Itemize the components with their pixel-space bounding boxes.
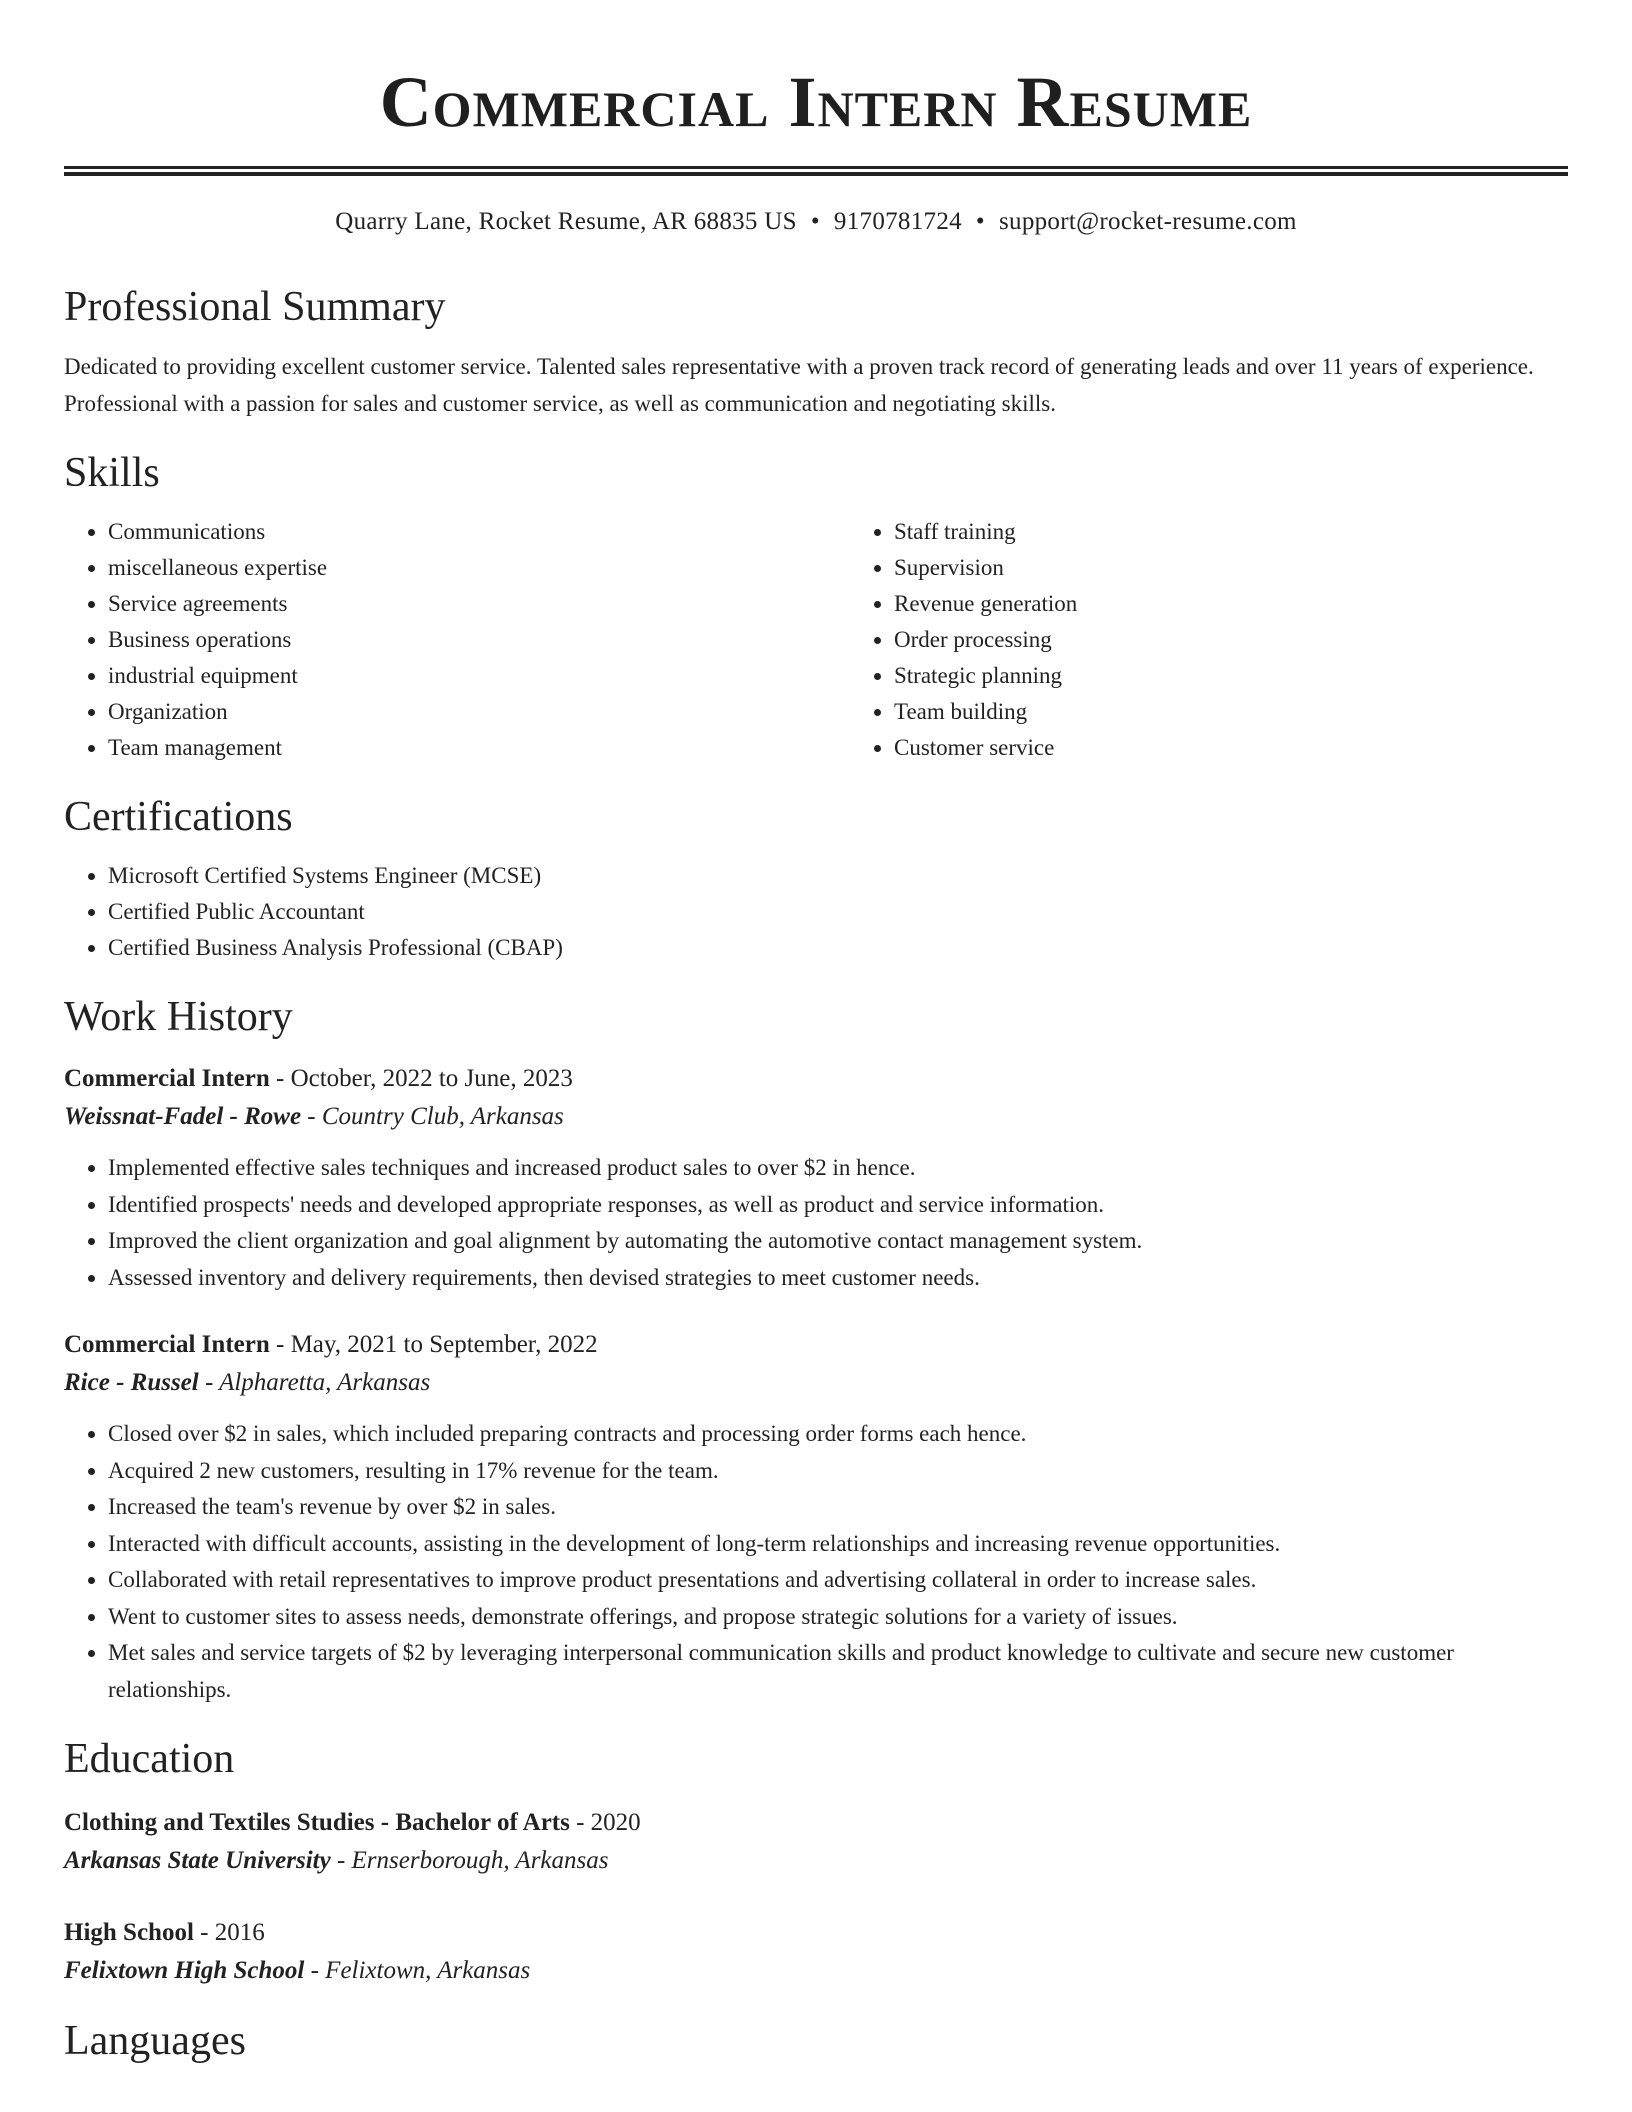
languages-heading: Languages	[64, 2018, 246, 2064]
education-degree-line	[64, 1804, 1568, 1842]
education-entry	[64, 1804, 1568, 1880]
job-bullet: • Closed over $2 in sales, which included preparing contracts and processing order forms each hence.	[108, 1416, 1568, 1453]
skill-item: • Communications	[108, 514, 850, 550]
job-title: Commercial Intern	[64, 1331, 270, 1358]
skill-item: • Service agreements	[108, 586, 850, 622]
skill-item: • miscellaneous expertise	[108, 550, 850, 586]
education-school-line	[64, 1842, 1568, 1880]
job-bullet: • Acquired 2 new customers, resulting in 17% revenue for the team.	[108, 1453, 1568, 1490]
job-bullet: • Assessed inventory and delivery requirements, then devised strategies to meet customer needs.	[108, 1260, 1568, 1297]
skill-item: • Strategic planning	[894, 658, 1632, 694]
education-location: - Ernserborough, Arkansas	[330, 1847, 609, 1874]
skills-columns	[64, 514, 1568, 766]
contact-email[interactable]: support@rocket-resume.com	[998, 208, 1297, 235]
certification-item: • Certified Business Analysis Professional (CBAP)	[108, 930, 1568, 966]
certifications-heading: Certifications	[64, 794, 293, 840]
skills-heading: Skills	[64, 450, 160, 496]
work-history-heading: Work History	[64, 994, 293, 1040]
education-year: - 2020	[569, 1809, 641, 1836]
job-title: Commercial Intern	[64, 1065, 270, 1092]
education-degree: High School	[64, 1919, 194, 1946]
job-company-line	[64, 1098, 1568, 1136]
job-bullet: • Interacted with difficult accounts, assisting in the development of long-term relationships and increasing revenue opportunities.	[108, 1526, 1568, 1563]
job-bullets	[64, 1150, 1568, 1296]
skills-left-list	[64, 514, 850, 766]
job-bullet: • Identified prospects' needs and developed appropriate responses, as well as product and service information.	[108, 1187, 1568, 1224]
skill-item: • Revenue generation	[894, 586, 1632, 622]
education-heading: Education	[64, 1736, 235, 1782]
job-company-line	[64, 1364, 1568, 1402]
job-company: Weissnat-Fadel - Rowe	[64, 1103, 302, 1130]
title-double-rule	[64, 166, 1568, 176]
certification-item: • Microsoft Certified Systems Engineer (MCSE)	[108, 858, 1568, 894]
job-bullet: • Improved the client organization and goal alignment by automating the automotive contact management system.	[108, 1223, 1568, 1260]
education-year: - 2016	[193, 1919, 265, 1946]
job-dates: - May, 2021 to September, 2022	[269, 1331, 598, 1358]
education-school: Arkansas State University	[64, 1847, 331, 1874]
job-location: - Country Club, Arkansas	[301, 1103, 564, 1130]
education-degree-line	[64, 1914, 1568, 1952]
contact-separator: •	[810, 208, 820, 235]
education-location: - Felixtown, Arkansas	[304, 1957, 531, 1984]
job-entry	[64, 1326, 1568, 1708]
job-bullet: • Went to customer sites to assess needs, demonstrate offerings, and propose strategic solutions for a variety of issues.	[108, 1599, 1568, 1636]
job-title-line	[64, 1060, 1568, 1098]
skill-item: • Organization	[108, 694, 850, 730]
job-bullets	[64, 1416, 1568, 1708]
certification-item: • Certified Public Accountant	[108, 894, 1568, 930]
contact-line	[64, 206, 1568, 238]
job-location: - Alpharetta, Arkansas	[198, 1369, 431, 1396]
job-entry	[64, 1060, 1568, 1296]
job-bullet: • Met sales and service targets of $2 by leveraging interpersonal communication skills and product knowledge to cultivate and secure new customer relationships.	[108, 1635, 1568, 1708]
certifications-list	[64, 858, 1568, 966]
job-dates: - October, 2022 to June, 2023	[269, 1065, 573, 1092]
job-bullet: • Increased the team's revenue by over $2 in sales.	[108, 1489, 1568, 1526]
job-bullet: • Implemented effective sales techniques and increased product sales to over $2 in hence.	[108, 1150, 1568, 1187]
education-degree: Clothing and Textiles Studies - Bachelor of Arts	[64, 1809, 570, 1836]
contact-address: Quarry Lane, Rocket Resume, AR 68835 US	[335, 208, 797, 235]
skill-item: • Order processing	[894, 622, 1632, 658]
skill-item: • Customer service	[894, 730, 1632, 766]
skill-item: • Team management	[108, 730, 850, 766]
skill-item: • Team building	[894, 694, 1632, 730]
education-entry	[64, 1914, 1568, 1990]
contact-phone: 9170781724	[833, 208, 962, 235]
skill-item: • Supervision	[894, 550, 1632, 586]
education-school-line	[64, 1952, 1568, 1990]
job-title-line	[64, 1326, 1568, 1364]
skill-item: • Business operations	[108, 622, 850, 658]
job-company: Rice - Russel	[64, 1369, 199, 1396]
skills-right-list	[850, 514, 1632, 766]
summary-text: Dedicated to providing excellent customer service. Talented sales representative with a proven track record of generating leads and over 11 years of experience. Professional with a passion for sales and customer service, as well as communication and negotiating skills.	[64, 354, 1534, 416]
job-bullet: • Collaborated with retail representatives to improve product presentations and advertising collateral in order to increase sales.	[108, 1562, 1568, 1599]
skill-item: • industrial equipment	[108, 658, 850, 694]
contact-separator: •	[975, 208, 985, 235]
skill-item: • Staff training	[894, 514, 1632, 550]
summary-heading: Professional Summary	[64, 284, 446, 330]
resume-title: Commercial Intern Resume	[379, 62, 1253, 142]
education-school: Felixtown High School	[64, 1957, 305, 1984]
